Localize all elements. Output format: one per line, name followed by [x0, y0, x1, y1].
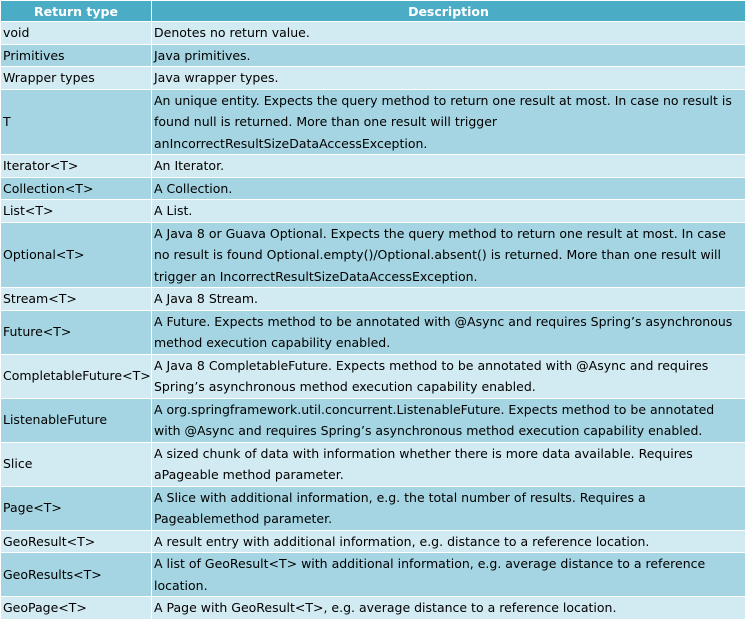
return-type-cell: Collection<T> [1, 177, 152, 200]
return-type-cell: Optional<T> [1, 222, 152, 288]
description-cell: A Java 8 or Guava Optional. Expects the query method to return one result at most. In case no result is found Optional.empty()/Optional.absent() is returned. More than one result will trigger an IncorrectResultSizeDataAccessException. [152, 222, 746, 288]
return-type-cell: CompletableFuture<T> [1, 354, 152, 398]
table-row [1, 310, 746, 354]
return-type-cell: GeoResults<T> [1, 553, 152, 597]
header-description: Description [152, 1, 746, 22]
return-type-cell: Wrapper types [1, 67, 152, 90]
return-type-cell: Future<T> [1, 310, 152, 354]
description-cell: A org.springframework.util.concurrent.ListenableFuture. Expects method to be annotated with @Async and requires Spring’s asynchronous method execution capability enabled. [152, 398, 746, 442]
table-row [1, 22, 746, 45]
table-row [1, 67, 746, 90]
table-row [1, 486, 746, 530]
return-type-cell: Stream<T> [1, 288, 152, 311]
table-row [1, 222, 746, 288]
return-type-cell: Slice [1, 442, 152, 486]
description-cell: Java wrapper types. [152, 67, 746, 90]
table-row [1, 530, 746, 553]
description-cell: A Future. Expects method to be annotated with @Async and requires Spring’s asynchronous method execution capability enabled. [152, 310, 746, 354]
description-cell: An unique entity. Expects the query method to return one result at most. In case no result is found null is returned. More than one result will trigger anIncorrectResultSizeDataAccessException. [152, 89, 746, 155]
table-row [1, 89, 746, 155]
return-type-cell: Iterator<T> [1, 155, 152, 178]
return-type-cell: GeoResult<T> [1, 530, 152, 553]
description-cell: A List. [152, 200, 746, 223]
description-cell: A Collection. [152, 177, 746, 200]
description-cell: A list of GeoResult<T> with additional information, e.g. average distance to a reference location. [152, 553, 746, 597]
description-cell: Java primitives. [152, 44, 746, 67]
header-return-type: Return type [1, 1, 152, 22]
description-cell: A sized chunk of data with information whether there is more data available. Requires aPageable method parameter. [152, 442, 746, 486]
description-cell: A Slice with additional information, e.g. the total number of results. Requires a Pageablemethod parameter. [152, 486, 746, 530]
table-row [1, 354, 746, 398]
return-type-cell: void [1, 22, 152, 45]
table-row [1, 442, 746, 486]
table-row [1, 200, 746, 223]
return-type-cell: Page<T> [1, 486, 152, 530]
header-row [1, 1, 746, 22]
return-type-cell: GeoPage<T> [1, 597, 152, 620]
description-cell: Denotes no return value. [152, 22, 746, 45]
description-cell: A Page with GeoResult<T>, e.g. average distance to a reference location. [152, 597, 746, 620]
description-cell: A Java 8 Stream. [152, 288, 746, 311]
table-row [1, 597, 746, 620]
return-type-cell: T [1, 89, 152, 155]
description-cell: A result entry with additional information, e.g. distance to a reference location. [152, 530, 746, 553]
table-row [1, 553, 746, 597]
return-type-cell: Primitives [1, 44, 152, 67]
return-type-cell: ListenableFuture [1, 398, 152, 442]
description-cell: An Iterator. [152, 155, 746, 178]
table-row [1, 44, 746, 67]
table-row [1, 155, 746, 178]
table-row [1, 398, 746, 442]
table-row [1, 177, 746, 200]
description-cell: A Java 8 CompletableFuture. Expects method to be annotated with @Async and requires Spring’s asynchronous method execution capability enabled. [152, 354, 746, 398]
table-row [1, 288, 746, 311]
return-type-cell: List<T> [1, 200, 152, 223]
